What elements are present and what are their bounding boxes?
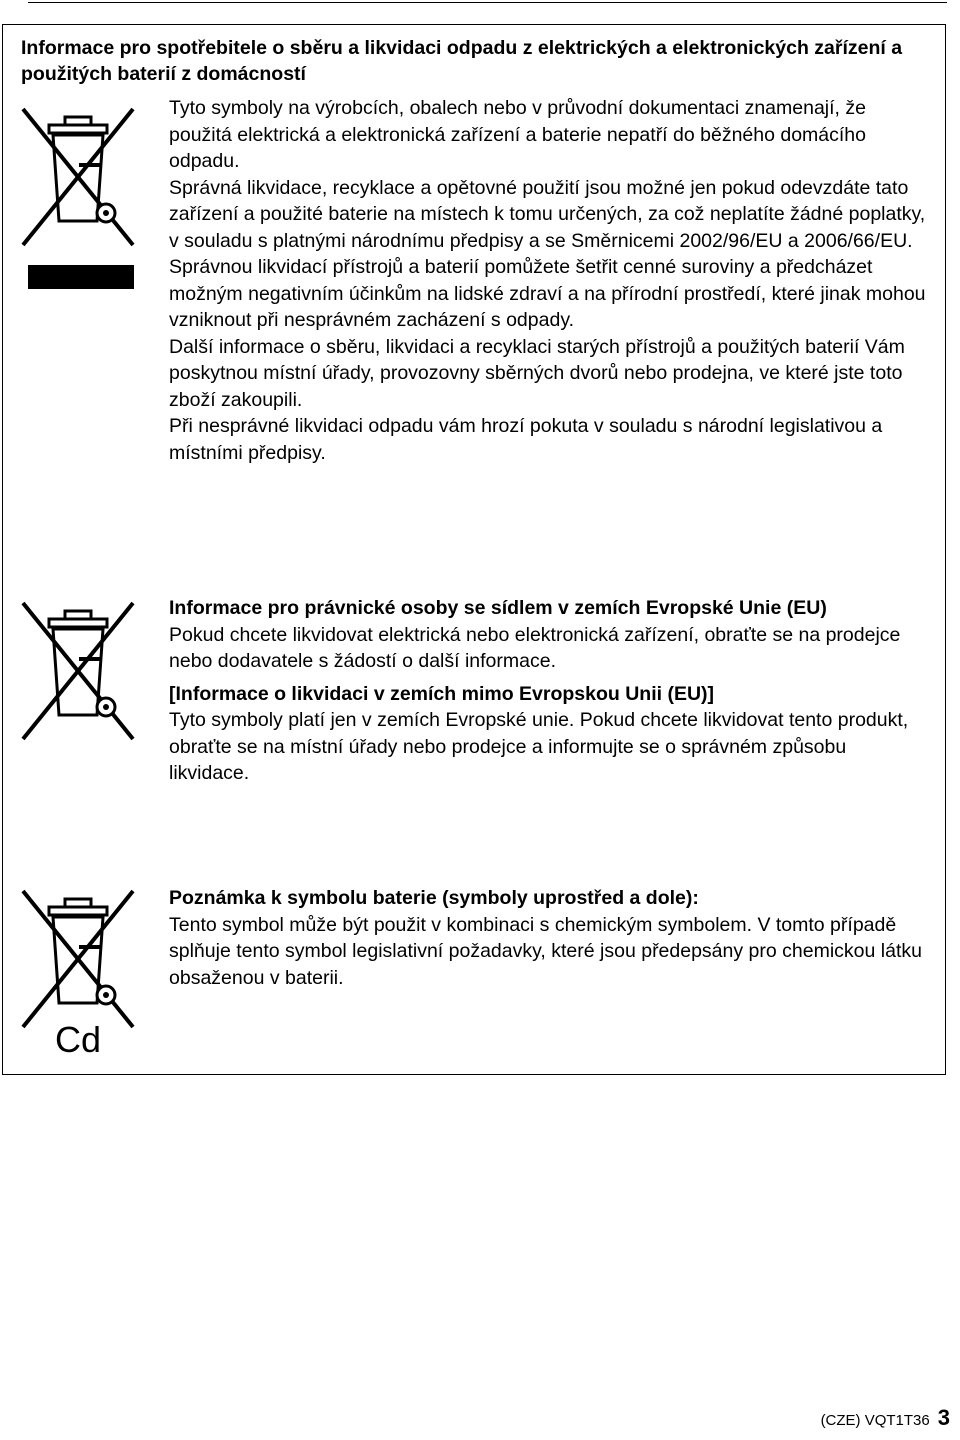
disposal-notice-box bbox=[2, 24, 946, 1075]
paragraph: Správnou likvidací přístrojů a baterií pomůžete šetřit cenné suroviny a předcházet možným negativním účinkům na lidské zdraví a na přírodní prostředí, které jinak mohou vzniknout při nesprávném zacházení s odpady. bbox=[169, 256, 926, 331]
crossed-bin-icon bbox=[19, 885, 137, 1035]
consumer-info-heading: Informace pro spotřebitele o sběru a likvidaci odpadu z elektrických a elektronických zařízení a použitých baterií z domácností bbox=[21, 37, 903, 85]
paragraph: Tyto symboly na výrobcích, obalech nebo v průvodní dokumentaci znamenají, že použitá elektrická a elektronická zařízení a baterie nepatří do běžného domácího odpadu. bbox=[169, 97, 867, 172]
non-eu-heading: [Informace o likvidaci v zemích mimo Evropskou Unii (EU)] bbox=[169, 682, 715, 705]
consumer-info-text bbox=[169, 95, 929, 466]
paragraph: Další informace o sběru, likvidaci a recyklaci starých přístrojů a použitých baterií Vám poskytnou místní úřady, provozovny sběrných dvorů nebo prodejna, ve které jste toto zboží zakoupili. bbox=[169, 335, 905, 411]
battery-note-heading: Poznámka k symbolu baterie (symboly uprostřed a dole): bbox=[169, 887, 699, 909]
paragraph: Při nesprávné likvidaci odpadu vám hrozí pokuta v souladu s národní legislativou a místními předpisy. bbox=[169, 415, 883, 464]
battery-note-text bbox=[169, 885, 929, 991]
crossed-bin-icon bbox=[19, 597, 137, 747]
paragraph: Pokud chcete likvidovat elektrická nebo elektronická zařízení, obraťte se na prodejce nebo dodavatele s žádostí o další informace. bbox=[169, 623, 901, 672]
top-rule bbox=[28, 2, 947, 3]
business-info-heading: Informace pro právnické osoby se sídlem v zemích Evropské Unie (EU) bbox=[169, 597, 827, 619]
business-info-text bbox=[169, 595, 929, 787]
paragraph: Tento symbol může být použit v kombinaci s chemickým symbolem. V tomto případě splňuje tento symbol legislativní požadavky, které jsou předepsány pro chemickou látku obsaženou v baterii. bbox=[169, 913, 922, 989]
crossed-bin-icon bbox=[19, 103, 137, 253]
chemical-symbol-label: Cd bbox=[55, 1019, 102, 1060]
paragraph: Správná likvidace, recyklace a opětovné použití jsou možné jen pokud odevzdáte tato zařízení a použité baterie na místech k tomu určených, za což neplatíte žádné poplatky, v souladu s platnými národnímu předpisy a se Směrnicemi 2002/96/EU a 2006/66/EU. bbox=[169, 176, 926, 252]
page-footer bbox=[820, 1405, 950, 1431]
solid-bar-mark bbox=[28, 265, 134, 289]
document-code: (CZE) VQT1T36 bbox=[820, 1412, 930, 1429]
page-number: 3 bbox=[937, 1405, 950, 1430]
paragraph: Tyto symboly platí jen v zemích Evropské unie. Pokud chcete likvidovat tento produkt, obraťte se na místní úřady nebo prodejce a informujte se o správném způsobu likvidace. bbox=[169, 709, 909, 784]
